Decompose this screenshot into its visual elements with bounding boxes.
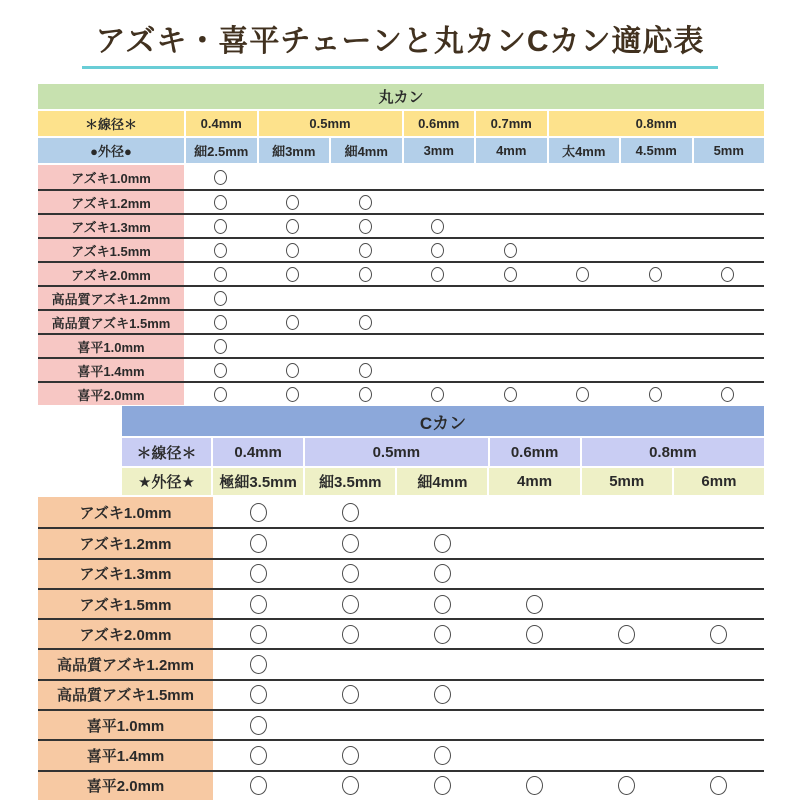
mark-cell (489, 590, 581, 618)
mark-cell (402, 335, 475, 357)
mark-cell (257, 359, 330, 381)
mark-cell (692, 383, 765, 405)
compatible-circle-mark (504, 243, 517, 258)
mark-cell (489, 681, 581, 709)
mark-cell (672, 560, 764, 588)
mark-cell (397, 772, 489, 800)
mark-cell (672, 590, 764, 618)
mark-cell (547, 287, 620, 309)
compatible-circle-mark (431, 219, 444, 234)
mark-cell (397, 529, 489, 557)
compatible-circle-mark (342, 776, 359, 795)
mark-cell (489, 560, 581, 588)
compatible-circle-mark (359, 219, 372, 234)
mark-cell (474, 359, 547, 381)
compatible-circle-mark (342, 503, 359, 522)
mark-cell (402, 287, 475, 309)
chain-row (38, 558, 764, 588)
mark-cell (474, 287, 547, 309)
mark-cell (692, 165, 765, 189)
compatible-circle-mark (214, 267, 227, 282)
c-kan-compatibility-table (38, 406, 764, 800)
chain-row-label: アズキ1.5mm (38, 239, 184, 261)
mark-cell (257, 215, 330, 237)
mark-cell (184, 215, 257, 237)
mark-cell (547, 215, 620, 237)
mark-cell (257, 239, 330, 261)
wire-diameter-value: 0.4mm (213, 438, 303, 466)
page-header (0, 14, 800, 69)
chain-row (38, 213, 764, 237)
chain-row-label: アズキ2.0mm (38, 263, 184, 285)
mark-cell (619, 239, 692, 261)
mark-cell (489, 650, 581, 678)
compatible-circle-mark (649, 267, 662, 282)
compatible-circle-mark (286, 387, 299, 402)
chain-row (38, 333, 764, 357)
mark-cell (402, 383, 475, 405)
mark-cell (184, 359, 257, 381)
wire-diameter-value: 0.6mm (490, 438, 580, 466)
mark-cell (184, 165, 257, 189)
mark-cell (213, 741, 305, 769)
table-banner-title: 丸カン (38, 84, 764, 109)
mark-cell (257, 287, 330, 309)
mark-cell (547, 191, 620, 213)
mark-cell (213, 590, 305, 618)
compatible-circle-mark (342, 685, 359, 704)
chain-row (38, 527, 764, 557)
mark-cell (692, 263, 765, 285)
chain-row-label: アズキ1.5mm (38, 590, 213, 618)
compatible-circle-mark (250, 776, 267, 795)
compatible-circle-mark (286, 243, 299, 258)
mark-cell (672, 529, 764, 557)
chain-row-label: 喜平2.0mm (38, 772, 213, 800)
compatible-circle-mark (250, 716, 267, 735)
mark-cell (213, 711, 305, 739)
mark-cell (580, 681, 672, 709)
mark-cell (329, 215, 402, 237)
mark-cell (257, 263, 330, 285)
compatible-circle-mark (434, 564, 451, 583)
mark-cell (547, 311, 620, 333)
outer-diameter-value: 4mm (476, 138, 547, 163)
outer-diameter-value: 細3.5mm (305, 468, 395, 495)
mark-cell (184, 311, 257, 333)
compatible-circle-mark (504, 387, 517, 402)
mark-cell (619, 287, 692, 309)
mark-cell (184, 335, 257, 357)
wire-diameter-value: 0.6mm (404, 111, 475, 136)
outer-diameter-value: 極細3.5mm (213, 468, 303, 495)
mark-cell (305, 497, 397, 527)
mark-cell (213, 529, 305, 557)
outer-diameter-value: 5mm (582, 468, 672, 495)
mark-cell (305, 560, 397, 588)
compatible-circle-mark (286, 267, 299, 282)
compatible-circle-mark (576, 387, 589, 402)
mark-cell (402, 215, 475, 237)
compatible-circle-mark (286, 219, 299, 234)
mark-cell (184, 383, 257, 405)
mark-cell (213, 620, 305, 648)
compatible-circle-mark (359, 243, 372, 258)
chain-row (38, 309, 764, 333)
chain-row (38, 165, 764, 189)
outer-diameter-label: ●外径● (38, 138, 184, 163)
compatible-circle-mark (250, 503, 267, 522)
mark-cell (257, 383, 330, 405)
chain-row-label: 喜平2.0mm (38, 383, 184, 405)
mark-cell (580, 741, 672, 769)
mark-cell (184, 191, 257, 213)
mark-cell (184, 287, 257, 309)
chain-row-label: アズキ1.2mm (38, 191, 184, 213)
mark-cell (547, 383, 620, 405)
mark-cell (257, 165, 330, 189)
compatible-circle-mark (359, 195, 372, 210)
mark-cell (305, 772, 397, 800)
mark-cell (580, 711, 672, 739)
compatible-circle-mark (434, 625, 451, 644)
outer-diameter-row (122, 468, 764, 495)
mark-cell (474, 215, 547, 237)
compatible-circle-mark (214, 387, 227, 402)
compatible-circle-mark (214, 339, 227, 354)
chain-row-label: 喜平1.0mm (38, 711, 213, 739)
compatible-circle-mark (359, 363, 372, 378)
wire-diameter-value: 0.5mm (305, 438, 487, 466)
mark-cell (672, 711, 764, 739)
mark-cell (672, 741, 764, 769)
compatible-circle-mark (286, 363, 299, 378)
wire-diameter-row (122, 438, 764, 466)
mark-cell (672, 772, 764, 800)
chain-row (38, 261, 764, 285)
outer-diameter-value: 細4mm (397, 468, 487, 495)
mark-cell (580, 650, 672, 678)
mark-cell (474, 191, 547, 213)
chain-row (38, 618, 764, 648)
mark-cell (580, 772, 672, 800)
mark-cell (692, 239, 765, 261)
compatible-circle-mark (214, 219, 227, 234)
compatible-circle-mark (526, 625, 543, 644)
mark-cell (397, 741, 489, 769)
mark-cell (184, 263, 257, 285)
mark-cell (692, 191, 765, 213)
wire-diameter-value: 0.5mm (259, 111, 402, 136)
chain-row (38, 648, 764, 678)
mark-cell (474, 335, 547, 357)
compatible-circle-mark (721, 267, 734, 282)
compatible-circle-mark (526, 776, 543, 795)
compatible-circle-mark (721, 387, 734, 402)
mark-cell (397, 681, 489, 709)
compatible-circle-mark (286, 195, 299, 210)
mark-cell (672, 650, 764, 678)
chain-row-label: アズキ1.2mm (38, 529, 213, 557)
mark-cell (547, 335, 620, 357)
mark-cell (305, 741, 397, 769)
chain-row (38, 588, 764, 618)
compatible-circle-mark (504, 267, 517, 282)
mark-cell (619, 263, 692, 285)
outer-diameter-value: 細4mm (331, 138, 402, 163)
mark-cell (489, 772, 581, 800)
mark-cell (329, 239, 402, 261)
mark-cell (489, 497, 581, 527)
mark-cell (213, 560, 305, 588)
compatible-circle-mark (214, 291, 227, 306)
outer-diameter-value: 6mm (674, 468, 764, 495)
compatible-circle-mark (214, 243, 227, 258)
mark-cell (692, 287, 765, 309)
mark-cell (397, 497, 489, 527)
wire-diameter-label: ＊線径＊ (122, 438, 211, 466)
chain-row-label: 高品質アズキ1.2mm (38, 287, 184, 309)
mark-cell (397, 620, 489, 648)
wire-diameter-value: 0.8mm (582, 438, 764, 466)
compatible-circle-mark (250, 625, 267, 644)
mark-cell (474, 383, 547, 405)
mark-cell (547, 165, 620, 189)
mark-cell (489, 529, 581, 557)
mark-cell (305, 711, 397, 739)
mark-cell (489, 620, 581, 648)
compatible-circle-mark (576, 267, 589, 282)
chain-row-label: 高品質アズキ1.5mm (38, 311, 184, 333)
compatible-circle-mark (710, 625, 727, 644)
outer-diameter-label: ★外径★ (122, 468, 211, 495)
mark-cell (580, 560, 672, 588)
compatible-circle-mark (250, 564, 267, 583)
mark-cell (213, 772, 305, 800)
chain-row (38, 709, 764, 739)
compatible-circle-mark (214, 363, 227, 378)
chain-row (38, 679, 764, 709)
compatible-circle-mark (434, 776, 451, 795)
outer-diameter-value: 5mm (694, 138, 765, 163)
compatible-circle-mark (434, 746, 451, 765)
compatible-circle-mark (342, 746, 359, 765)
mark-cell (580, 529, 672, 557)
compatible-circle-mark (359, 267, 372, 282)
mark-cell (402, 165, 475, 189)
mark-cell (397, 590, 489, 618)
outer-diameter-value: 太4mm (549, 138, 620, 163)
chain-row-label: アズキ1.3mm (38, 560, 213, 588)
outer-diameter-value: 3mm (404, 138, 475, 163)
mark-cell (329, 311, 402, 333)
mark-cell (547, 239, 620, 261)
compatible-circle-mark (214, 195, 227, 210)
mark-cell (619, 191, 692, 213)
chain-row (38, 237, 764, 261)
mark-cell (619, 359, 692, 381)
mark-cell (402, 359, 475, 381)
mark-cell (305, 650, 397, 678)
compatible-circle-mark (214, 315, 227, 330)
mark-cell (672, 620, 764, 648)
mark-cell (257, 335, 330, 357)
maru-kan-compatibility-table (38, 84, 764, 405)
mark-cell (397, 560, 489, 588)
mark-cell (619, 165, 692, 189)
mark-cell (329, 383, 402, 405)
mark-cell (329, 359, 402, 381)
compatible-circle-mark (359, 387, 372, 402)
mark-cell (619, 383, 692, 405)
compatible-circle-mark (431, 243, 444, 258)
mark-cell (619, 335, 692, 357)
mark-cell (580, 620, 672, 648)
outer-diameter-value: 細3mm (259, 138, 330, 163)
compatible-circle-mark (431, 267, 444, 282)
chain-row-label: 高品質アズキ1.5mm (38, 681, 213, 709)
compatible-circle-mark (434, 534, 451, 553)
compatible-circle-mark (342, 564, 359, 583)
page-title: アズキ・喜平チェーンと丸カンCカン適応表 (82, 14, 719, 69)
chain-row-label: 喜平1.0mm (38, 335, 184, 357)
outer-diameter-value: 4mm (489, 468, 579, 495)
mark-cell (402, 239, 475, 261)
wire-diameter-value: 0.4mm (186, 111, 257, 136)
mark-cell (672, 681, 764, 709)
wire-diameter-row (38, 111, 764, 136)
outer-diameter-row (38, 138, 764, 163)
mark-cell (692, 311, 765, 333)
chain-row-label: アズキ2.0mm (38, 620, 213, 648)
mark-cell (305, 681, 397, 709)
compatible-circle-mark (286, 315, 299, 330)
mark-cell (213, 650, 305, 678)
chain-row (38, 739, 764, 769)
chain-row-label: アズキ1.3mm (38, 215, 184, 237)
mark-cell (184, 239, 257, 261)
compatible-circle-mark (342, 534, 359, 553)
mark-cell (547, 359, 620, 381)
wire-diameter-label: ＊線径＊ (38, 111, 184, 136)
mark-cell (305, 529, 397, 557)
mark-cell (402, 191, 475, 213)
compatible-circle-mark (250, 595, 267, 614)
mark-cell (692, 215, 765, 237)
mark-cell (402, 311, 475, 333)
mark-cell (329, 165, 402, 189)
mark-cell (213, 497, 305, 527)
compatible-circle-mark (434, 685, 451, 704)
compatible-circle-mark (342, 595, 359, 614)
mark-cell (580, 590, 672, 618)
chain-row-label: アズキ1.0mm (38, 165, 184, 189)
chain-row-label: 高品質アズキ1.2mm (38, 650, 213, 678)
mark-cell (257, 191, 330, 213)
compatible-circle-mark (526, 595, 543, 614)
mark-cell (305, 620, 397, 648)
compatible-circle-mark (250, 534, 267, 553)
compatible-circle-mark (710, 776, 727, 795)
compatible-circle-mark (250, 685, 267, 704)
compatible-circle-mark (431, 387, 444, 402)
compatible-circle-mark (649, 387, 662, 402)
chain-row (38, 285, 764, 309)
mark-cell (402, 263, 475, 285)
mark-cell (329, 263, 402, 285)
mark-cell (329, 287, 402, 309)
compatible-circle-mark (618, 776, 635, 795)
mark-cell (474, 165, 547, 189)
compatible-circle-mark (250, 655, 267, 674)
compatible-circle-mark (618, 625, 635, 644)
mark-cell (692, 335, 765, 357)
chain-row (38, 189, 764, 213)
chain-row (38, 497, 764, 527)
compatible-circle-mark (214, 170, 227, 185)
chain-row-label: アズキ1.0mm (38, 497, 213, 527)
outer-diameter-value: 4.5mm (621, 138, 692, 163)
chain-row (38, 381, 764, 405)
mark-cell (672, 497, 764, 527)
chain-row (38, 357, 764, 381)
mark-cell (489, 711, 581, 739)
mark-cell (257, 311, 330, 333)
chain-row-label: 喜平1.4mm (38, 359, 184, 381)
chain-row (38, 770, 764, 800)
mark-cell (619, 311, 692, 333)
mark-cell (329, 191, 402, 213)
wire-diameter-value: 0.7mm (476, 111, 547, 136)
mark-cell (329, 335, 402, 357)
mark-cell (397, 650, 489, 678)
wire-diameter-value: 0.8mm (549, 111, 765, 136)
compatible-circle-mark (250, 746, 267, 765)
mark-cell (397, 711, 489, 739)
mark-cell (213, 681, 305, 709)
outer-diameter-value: 細2.5mm (186, 138, 257, 163)
compatible-circle-mark (359, 315, 372, 330)
mark-cell (489, 741, 581, 769)
mark-cell (619, 215, 692, 237)
compatible-circle-mark (342, 625, 359, 644)
mark-cell (474, 311, 547, 333)
chain-row-label: 喜平1.4mm (38, 741, 213, 769)
mark-cell (305, 590, 397, 618)
mark-cell (547, 263, 620, 285)
mark-cell (580, 497, 672, 527)
compatible-circle-mark (434, 595, 451, 614)
table-banner-title: Cカン (122, 406, 764, 436)
mark-cell (474, 263, 547, 285)
mark-cell (474, 239, 547, 261)
mark-cell (692, 359, 765, 381)
